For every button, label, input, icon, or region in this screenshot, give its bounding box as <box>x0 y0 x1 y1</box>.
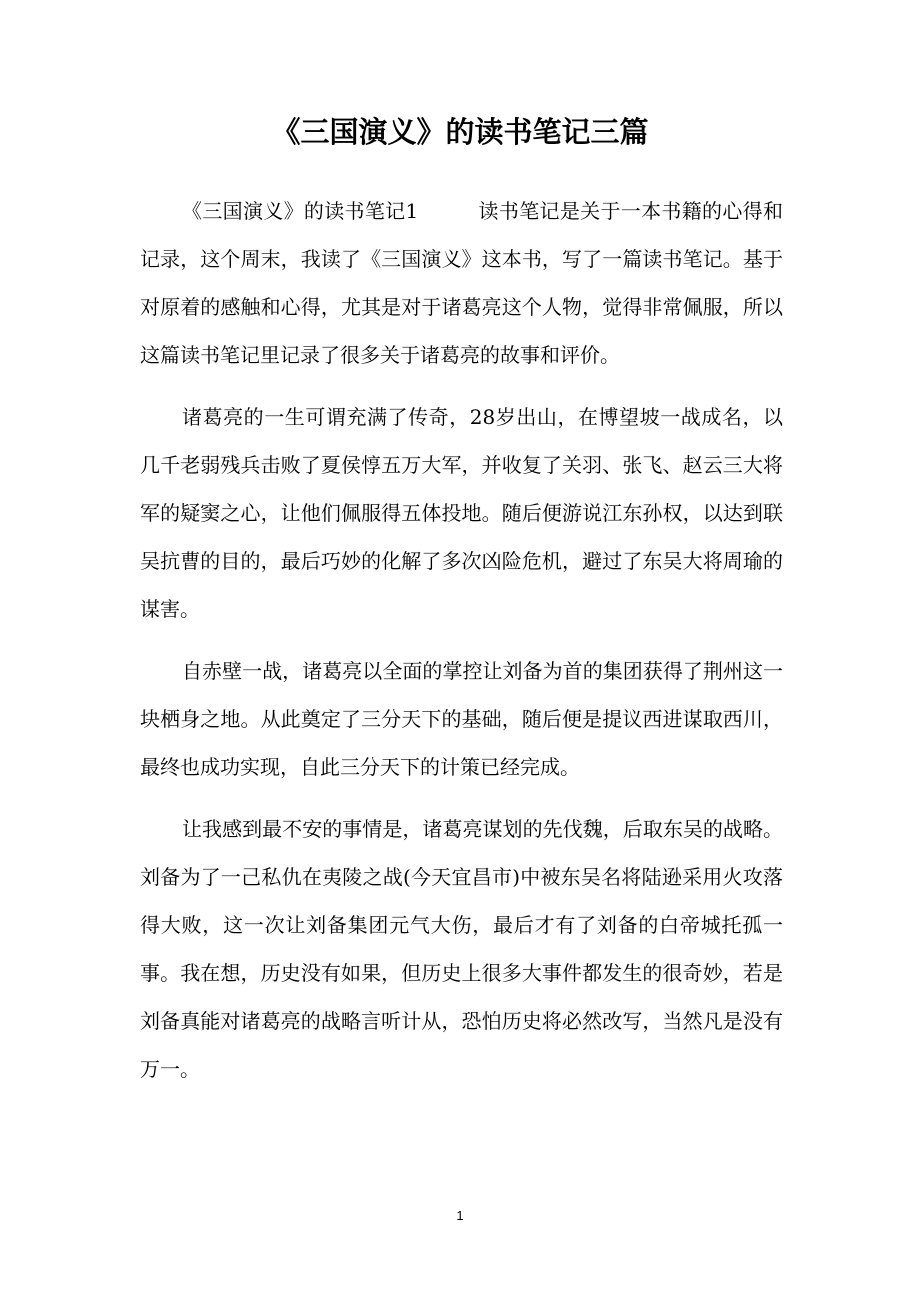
document-title: 《三国演义》的读书笔记三篇 <box>271 115 649 149</box>
paragraph-2: 诸葛亮的一生可谓充满了传奇，28岁出山，在博望坡一战成名，以几千老弱残兵击败了夏侯惇五万大军，并收复了关羽、张飞、赵云三大将军的疑窦之心，让他们佩服得五体投地。随后便游说江东孙权，以达到联吴抗曹的目的，最后巧妙的化解了多次凶险危机，避过了东吴大将周瑜的谋害。 <box>140 405 783 621</box>
page-number: 1 <box>456 1208 464 1223</box>
paragraph-1 <box>140 187 783 379</box>
paragraph-1-text: 读书笔记是关于一本书籍的心得和记录，这个周末，我读了《三国演义》这本书，写了一篇读书笔记。基于对原着的感触和心得，尤其是对于诸葛亮这个人物，觉得非常佩服，所以这篇读书笔记里记录了很多关于诸葛亮的故事和评价。 <box>140 199 784 367</box>
paragraph-4: 让我感到最不安的事情是，诸葛亮谋划的先伐魏，后取东吴的战略。刘备为了一己私仇在夷陵之战(今天宜昌市)中被东吴名将陆逊采用火攻落得大败，这一次让刘备集团元气大伤，最后才有了刘备的白帝城托孤一事。我在想，历史没有如果，但历史上很多大事件都发生的很奇妙，若是刘备真能对诸葛亮的战略言听计从，恐怕历史将必然改写，当然凡是没有万一。 <box>140 817 783 1081</box>
section-heading: 《三国演义》的读书笔记1 <box>182 199 419 223</box>
document-body <box>140 187 783 1107</box>
paragraph-3: 自赤壁一战，诸葛亮以全面的掌控让刘备为首的集团获得了荆州这一块栖身之地。从此奠定了三分天下的基础，随后便是提议西进谋取西川，最终也成功实现，自此三分天下的计策已经完成。 <box>140 659 783 779</box>
